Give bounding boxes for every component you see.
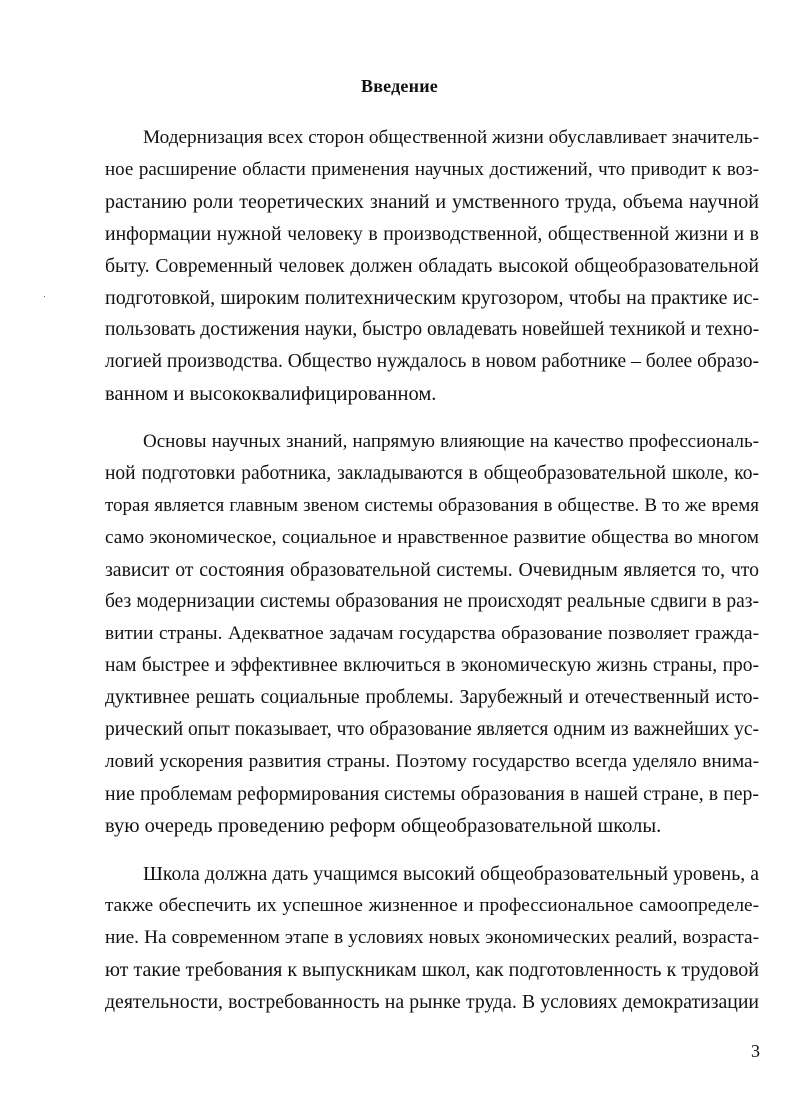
paragraph-3-line: ют такие требования к выпускникам школ, как подготовленность к трудовой — [105, 959, 759, 981]
paragraph-2-line: дуктивнее решать социальные проблемы. Зарубежный и отечественный исто- — [105, 687, 759, 708]
paragraph-1-line: растанию роли теоретических знаний и умственного труда, объема научной — [105, 191, 759, 213]
paragraph-2-line: само экономическое, социальное и нравственное развитие общества во многом — [105, 527, 759, 548]
paragraph-2-line: витии страны. Адекватное задачам государства образование позволяет гражда- — [105, 623, 759, 644]
paragraph-1-line: ванном и высококвалифицированном. — [105, 383, 437, 405]
paragraph-1-line: подготовкой, широким политехническим кругозором, чтобы на практике ис- — [105, 287, 759, 309]
paragraph-3-line: Школа должна дать учащимся высокий общеобразовательный уровень, а — [143, 863, 759, 885]
paragraph-1-line: логией производства. Общество нуждалось в новом работнике – более образо- — [105, 351, 759, 372]
paragraph-1-line: пользовать достижения науки, быстро овладевать новейшей техникой и техно- — [105, 319, 760, 340]
paragraph-1-line: Модернизация всех сторон общественной жизни обуславливает значитель- — [143, 127, 759, 148]
paragraph-2-line: Основы научных знаний, напрямую влияющие на качество профессиональ- — [143, 431, 759, 452]
paragraph-2-line: без модернизации системы образования не происходят реальные сдвиги в раз- — [105, 591, 759, 612]
paragraph-2-line: ние проблемам реформирования системы образования в нашей стране, в пер- — [105, 783, 759, 805]
paragraph-2-line: зависит от состояния образовательной системы. Очевидным является то, что — [105, 559, 759, 581]
paragraph-3-line: ние. На современном этапе в условиях новых экономических реалий, возраста- — [105, 927, 759, 948]
paragraph-2-line: нам быстрее и эффективнее включиться в экономическую жизнь страны, про- — [105, 655, 759, 676]
paragraph-2-line: ной подготовки работника, закладываются в общеобразовательной школе, ко- — [105, 463, 759, 484]
paragraph-2-line: рический опыт показывает, что образование является одним из важнейших ус- — [105, 719, 760, 740]
paragraph-2-line: торая является главным звеном системы образования в обществе. В то же время — [105, 495, 759, 516]
paragraph-2-line: ловий ускорения развития страны. Поэтому государство всегда уделяло внима- — [105, 751, 759, 772]
paragraph-3-line: также обеспечить их успешное жизненное и профессиональное самоопределе- — [105, 895, 759, 916]
page-number: 3 — [751, 1041, 760, 1061]
paragraph-1-line: ное расширение области применения научных достижений, что приводит к воз- — [105, 159, 759, 180]
paragraph-2-line: вую очередь проведению реформ общеобразовательной школы. — [105, 815, 662, 837]
paragraph-1-line: информации нужной человеку в производственной, общественной жизни и в — [105, 223, 759, 245]
page-title: Введение — [361, 76, 438, 96]
paragraph-1-line: быту. Современный человек должен обладать высокой общеобразовательной — [105, 255, 759, 277]
paragraph-3-line: деятельности, востребованность на рынке труда. В условиях демократизации — [105, 991, 759, 1013]
scan-speck — [44, 296, 45, 297]
